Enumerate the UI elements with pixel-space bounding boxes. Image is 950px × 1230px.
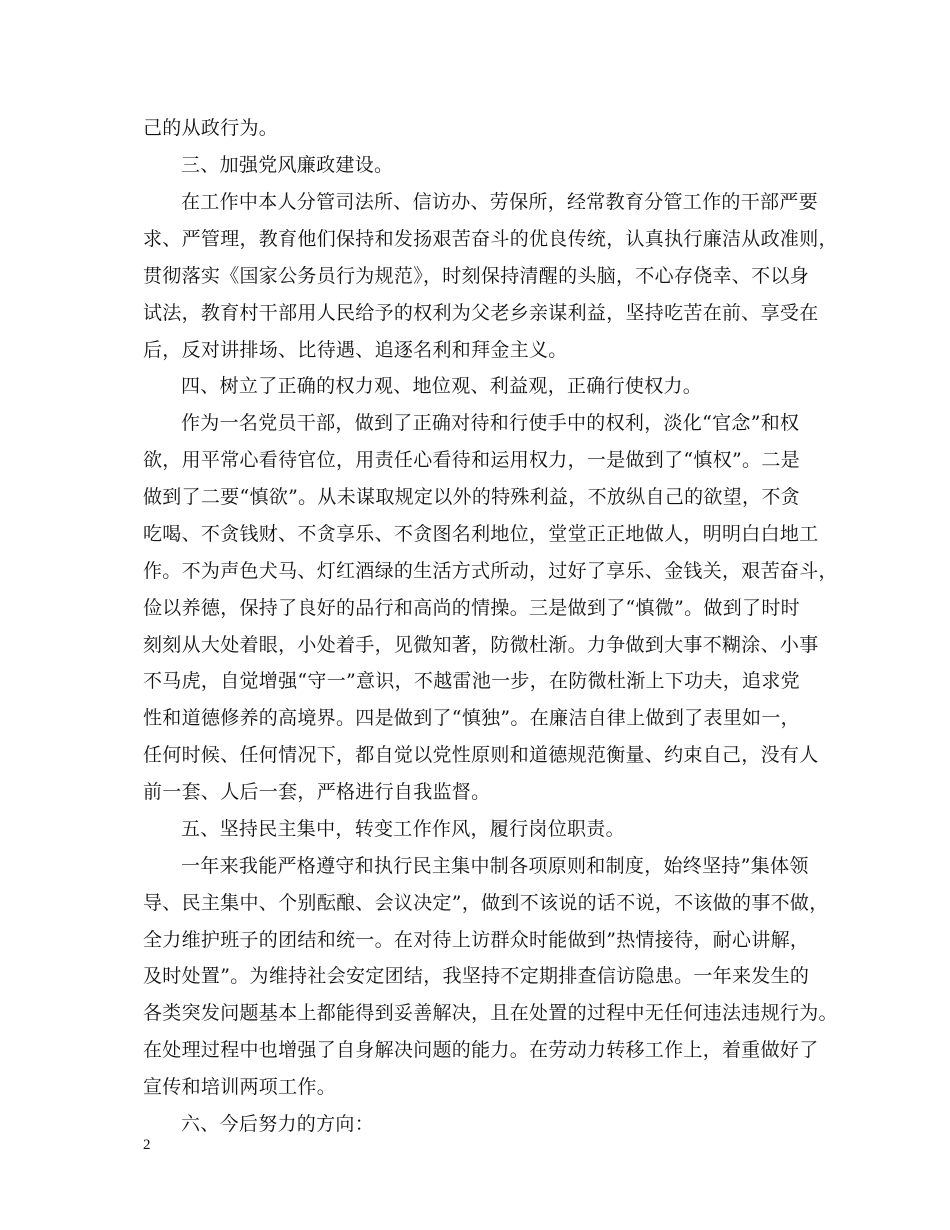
text-line-11: 做到了二要“慎欲”。从未谋取规定以外的特殊利益，不放纵自己的欲望，不贪 — [143, 486, 800, 508]
text-line-18: 任何时候、任何情况下，都自觉以党性原则和道德规范衡量、约束自己，没有人 — [143, 744, 819, 766]
text-line-12: 吃喝、不贪钱财、不贪享乐、不贪图名利地位，堂堂正正地做人，明明白白地工 — [143, 523, 819, 545]
text-line-16: 不马虎，自觉增强“守一”意识，不越雷池一步，在防微杜渐上下功夫，追求党 — [143, 670, 800, 692]
text-line-6: 试法，教育村干部用人民给予的权利为父老乡亲谋利益，坚持吃苦在前、享受在 — [143, 302, 819, 324]
text-line-13: 作。不为声色犬马、灯红酒绿的生活方式所动，过好了享乐、金钱关，艰苦奋斗， — [143, 560, 838, 582]
text-line-1: 己的从政行为。 — [143, 117, 279, 139]
text-line-22: 导、民主集中、个别酝酿、会议决定”，做到不该说的话不说，不该做的事不做， — [143, 892, 829, 914]
text-line-5: 贯彻落实《国家公务员行为规范》，时刻保持清醒的头脑，不心存侥幸、不以身 — [143, 265, 810, 287]
text-line-27: 宣传和培训两项工作。 — [143, 1076, 337, 1098]
section-heading-3: 三、加强党风廉政建设。 — [181, 154, 394, 176]
text-line-19: 前一套、人后一套，严格进行自我监督。 — [143, 781, 491, 803]
section-heading-4: 四、树立了正确的权力观、地位观、利益观，正确行使权力。 — [181, 375, 703, 397]
text-line-4: 求、严管理，教育他们保持和发扬艰苦奋斗的优良传统，认真执行廉洁从政准则， — [143, 228, 838, 250]
text-line-25: 各类突发问题基本上都能得到妥善解决，且在处置的过程中无任何违法违规行为。 — [143, 1002, 838, 1024]
text-line-9: 作为一名党员干部，做到了正确对待和行使手中的权利，淡化“官念”和权 — [181, 412, 800, 434]
text-line-23: 全力维护班子的团结和统一。在对待上访群众时能做到”热情接待，耐心讲解， — [143, 929, 810, 951]
text-line-17: 性和道德修养的高境界。四是做到了“慎独”。在廉洁自律上做到了表里如一， — [143, 707, 800, 729]
text-line-3: 在工作中本人分管司法所、信访办、劳保所，经常教育分管工作的干部严要 — [181, 191, 818, 213]
text-line-14: 俭以养德，保持了良好的品行和高尚的情操。三是做到了“慎微”。做到了时时 — [143, 597, 800, 619]
text-line-7: 后，反对讲排场、比待遇、追逐名利和拜金主义。 — [143, 339, 568, 361]
section-heading-6: 六、今后努力的方向： — [181, 1113, 375, 1135]
text-line-15: 刻刻从大处着眼，小处着手，见微知著，防微杜渐。力争做到大事不糊涂、小事 — [143, 634, 819, 656]
text-line-24: 及时处置”。为维持社会安定团结，我坚持不定期排查信访隐患。一年来发生的 — [143, 965, 810, 987]
text-line-21: 一年来我能严格遵守和执行民主集中制各项原则和制度，始终坚持”集体领 — [181, 855, 809, 877]
page-number: 2 — [143, 1137, 151, 1153]
text-line-10: 欲，用平常心看待官位，用责任心看待和运用权力，一是做到了“慎权”。二是 — [143, 449, 800, 471]
section-heading-5: 五、坚持民主集中，转变工作作风，履行岗位职责。 — [181, 818, 625, 840]
text-line-26: 在处理过程中也增强了自身解决问题的能力。在劳动力转移工作上，着重做好了 — [143, 1039, 819, 1061]
